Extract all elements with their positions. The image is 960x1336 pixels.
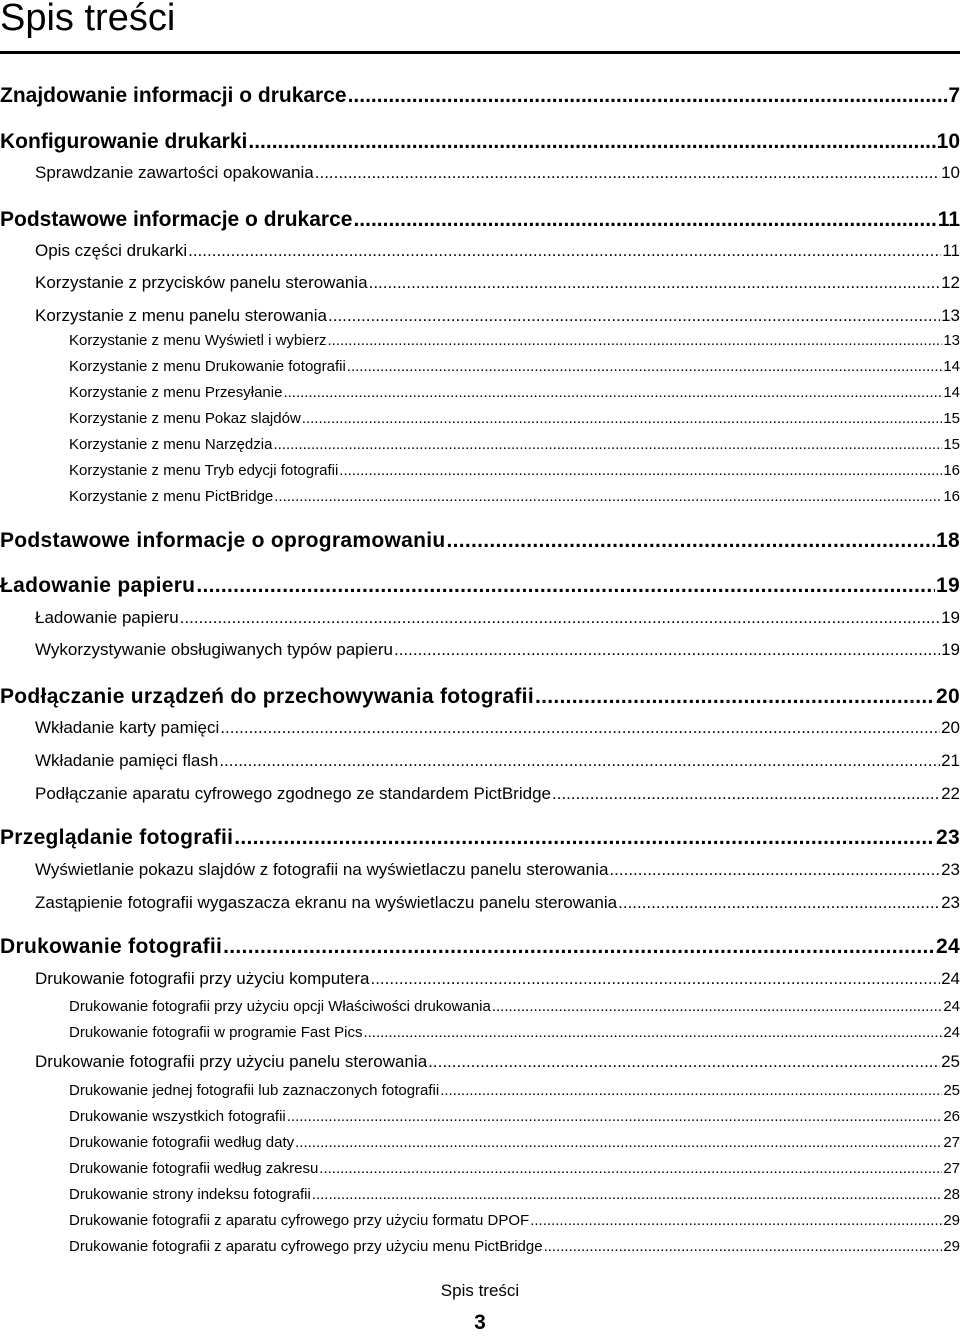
toc-entry-title: Podłączanie urządzeń do przechowywania fotografii (0, 685, 534, 708)
toc-leader-dots (530, 1212, 942, 1229)
toc-leader-dots (315, 163, 940, 183)
toc-entry[interactable] (35, 969, 960, 989)
toc-entry[interactable] (69, 1134, 960, 1151)
toc-entry-page: 23 (941, 893, 960, 912)
toc-entry[interactable] (35, 751, 960, 771)
toc-entry-page: 7 (948, 84, 960, 107)
title-divider (0, 51, 960, 54)
toc-entry-title: Drukowanie fotografii według daty (69, 1134, 295, 1151)
toc-leader-dots (428, 1052, 940, 1072)
toc-leader-dots (492, 998, 942, 1015)
toc-entry[interactable] (69, 488, 960, 505)
toc-entry-page: 29 (943, 1212, 960, 1229)
toc-entry-page: 15 (943, 436, 960, 453)
toc-entry-page: 14 (943, 384, 960, 401)
toc-entry[interactable] (69, 358, 960, 375)
toc-leader-dots (223, 935, 935, 959)
toc-entry-title: Drukowanie wszystkich fotografii (69, 1108, 286, 1125)
toc-entry-page: 11 (937, 208, 960, 231)
page-title: Spis treści (0, 0, 176, 39)
toc-entry-page: 19 (941, 608, 960, 627)
toc-entry[interactable] (35, 718, 960, 738)
toc-entry-title: Korzystanie z przycisków panelu sterowania (35, 273, 368, 292)
toc-entry[interactable] (69, 1108, 960, 1125)
toc-leader-dots (544, 1238, 943, 1255)
toc-leader-dots (535, 685, 935, 709)
toc-entry-page: 24 (941, 969, 960, 988)
toc-entry-title: Przeglądanie fotografii (0, 826, 234, 849)
toc-entry-title: Sprawdzanie zawartości opakowania (35, 163, 314, 182)
toc-leader-dots (339, 462, 942, 479)
toc-leader-dots (369, 273, 940, 293)
toc-entry[interactable] (0, 84, 960, 108)
toc-entry[interactable] (69, 1238, 960, 1255)
toc-entry-page: 20 (936, 685, 960, 708)
toc-entry[interactable] (35, 273, 960, 293)
toc-leader-dots (283, 384, 942, 401)
toc-entry-title: Drukowanie fotografii przy użyciu komputera (35, 969, 370, 988)
toc-entry-page: 22 (941, 784, 960, 803)
toc-entry-page: 23 (936, 826, 960, 849)
toc-entry-title: Ładowanie papieru (35, 608, 179, 627)
toc-entry[interactable] (0, 935, 960, 959)
toc-entry[interactable] (35, 860, 960, 880)
toc-entry-title: Drukowanie fotografii według zakresu (69, 1160, 319, 1177)
toc-leader-dots (188, 241, 941, 261)
toc-entry-page: 26 (943, 1108, 960, 1125)
toc-entry-title: Wyświetlanie pokazu slajdów z fotografii na wyświetlaczu panelu sterowania (35, 860, 609, 879)
toc-entry-title: Korzystanie z menu Narzędzia (69, 436, 273, 453)
toc-entry-page: 27 (943, 1134, 960, 1151)
toc-entry[interactable] (35, 241, 960, 261)
toc-entry-page: 12 (941, 273, 960, 292)
toc-entry[interactable] (0, 685, 960, 709)
toc-entry[interactable] (69, 462, 960, 479)
toc-leader-dots (353, 208, 936, 232)
toc-leader-dots (618, 893, 940, 913)
toc-entry-title: Korzystanie z menu Przesyłanie (69, 384, 283, 401)
toc-entry[interactable] (35, 784, 960, 804)
toc-entry-page: 13 (943, 332, 960, 349)
toc-entry-page: 23 (941, 860, 960, 879)
toc-leader-dots (394, 640, 940, 660)
toc-entry-title: Wkładanie karty pamięci (35, 718, 220, 737)
toc-leader-dots (348, 84, 948, 108)
toc-entry[interactable] (35, 306, 960, 326)
toc-entry-page: 29 (943, 1238, 960, 1255)
toc-leader-dots (328, 306, 940, 326)
toc-entry-page: 20 (941, 718, 960, 737)
toc-entry-page: 10 (941, 163, 960, 182)
toc-entry-title: Podstawowe informacje o oprogramowaniu (0, 529, 446, 552)
toc-leader-dots (234, 826, 935, 850)
toc-entry-title: Konfigurowanie drukarki (0, 130, 248, 153)
toc-entry-title: Wykorzystywanie obsługiwanych typów papieru (35, 640, 393, 659)
toc-entry-title: Drukowanie strony indeksu fotografii (69, 1186, 311, 1203)
toc-leader-dots (219, 751, 940, 771)
toc-entry-title: Drukowanie fotografii w programie Fast Pics (69, 1024, 363, 1041)
toc-entry-title: Podłączanie aparatu cyfrowego zgodnego ze standardem PictBridge (35, 784, 551, 803)
toc-entry-title: Drukowanie jednej fotografii lub zaznaczonych fotografii (69, 1082, 440, 1099)
toc-leader-dots (327, 332, 942, 349)
toc-entry[interactable] (35, 640, 960, 660)
toc-entry-page: 25 (941, 1052, 960, 1071)
toc-entry-page: 18 (936, 529, 960, 552)
footer-label: Spis treści (440, 1281, 520, 1300)
toc-entry-title: Korzystanie z menu PictBridge (69, 488, 274, 505)
toc-entry[interactable] (69, 1024, 960, 1041)
toc-entry-page: 19 (941, 640, 960, 659)
toc-leader-dots (196, 574, 935, 598)
toc-entry-title: Korzystanie z menu Tryb edycji fotografii (69, 462, 339, 479)
toc-entry[interactable] (69, 1160, 960, 1177)
toc-entry-title: Korzystanie z menu Drukowanie fotografii (69, 358, 346, 375)
toc-entry[interactable] (0, 574, 960, 598)
toc-entry[interactable] (69, 436, 960, 453)
toc-entry-page: 16 (943, 462, 960, 479)
toc-entry-page: 24 (943, 998, 960, 1015)
toc-leader-dots (347, 358, 943, 375)
toc-entry[interactable] (69, 1186, 960, 1203)
toc-entry-title: Drukowanie fotografii z aparatu cyfrowego przy użyciu formatu DPOF (69, 1212, 530, 1229)
toc-leader-dots (440, 1082, 942, 1099)
toc-entry-page: 11 (942, 241, 960, 260)
toc-leader-dots (363, 1024, 942, 1041)
toc-leader-dots (274, 488, 942, 505)
toc-entry-page: 24 (943, 1024, 960, 1041)
toc-entry[interactable] (69, 1212, 960, 1229)
toc-entry-page: 10 (936, 130, 960, 153)
toc-entry-page: 15 (943, 410, 960, 427)
toc-entry[interactable] (69, 1082, 960, 1099)
toc-entry[interactable] (0, 529, 960, 553)
toc-leader-dots (248, 130, 935, 154)
toc-entry-title: Zastąpienie fotografii wygaszacza ekranu na wyświetlaczu panelu sterowania (35, 893, 618, 912)
toc-entry-page: 21 (941, 751, 960, 770)
toc-leader-dots (220, 718, 940, 738)
toc-entry-title: Drukowanie fotografii z aparatu cyfrowego przy użyciu menu PictBridge (69, 1238, 543, 1255)
toc-entry-title: Ładowanie papieru (0, 574, 196, 597)
toc-entry-title: Wkładanie pamięci flash (35, 751, 219, 770)
toc-leader-dots (287, 1108, 943, 1125)
toc-entry-title: Opis części drukarki (35, 241, 188, 260)
toc-leader-dots (302, 410, 943, 427)
toc-entry-page: 16 (943, 488, 960, 505)
toc-entry-title: Korzystanie z menu Pokaz slajdów (69, 410, 301, 427)
toc-entry[interactable] (69, 332, 960, 349)
toc-entry-title: Drukowanie fotografii przy użyciu panelu sterowania (35, 1052, 428, 1071)
toc-entry-title: Znajdowanie informacji o drukarce (0, 84, 347, 107)
toc-entry[interactable] (69, 998, 960, 1015)
toc-leader-dots (609, 860, 940, 880)
toc-entry-page: 13 (941, 306, 960, 325)
toc-entry[interactable] (0, 826, 960, 850)
toc-entry[interactable] (35, 1052, 960, 1072)
toc-leader-dots (370, 969, 940, 989)
toc-entry-page: 19 (936, 574, 960, 597)
toc-entry-page: 14 (943, 358, 960, 375)
toc-leader-dots (273, 436, 942, 453)
toc-entry-title: Podstawowe informacje o drukarce (0, 208, 353, 231)
toc-entry[interactable] (35, 608, 960, 628)
toc-leader-dots (295, 1134, 942, 1151)
toc-entry-title: Korzystanie z menu Wyświetl i wybierz (69, 332, 327, 349)
toc-entry-page: 24 (936, 935, 960, 958)
toc-entry-title: Drukowanie fotografii przy użyciu opcji Właściwości drukowania (69, 998, 491, 1015)
toc-leader-dots (446, 529, 935, 553)
toc-leader-dots (319, 1160, 942, 1177)
toc-entry-page: 28 (943, 1186, 960, 1203)
toc-entry-title: Korzystanie z menu panelu sterowania (35, 306, 327, 325)
toc-entry-page: 27 (943, 1160, 960, 1177)
footer-page-number: 3 (474, 1311, 486, 1334)
toc-entry[interactable] (0, 130, 960, 154)
toc-entry-title: Drukowanie fotografii (0, 935, 223, 958)
toc-leader-dots (312, 1186, 943, 1203)
toc-leader-dots (552, 784, 940, 804)
toc-leader-dots (180, 608, 940, 628)
toc-entry[interactable] (35, 893, 960, 913)
toc-entry[interactable] (0, 208, 960, 232)
toc-entry[interactable] (69, 384, 960, 401)
toc-entry-page: 25 (943, 1082, 960, 1099)
toc-entry[interactable] (35, 163, 960, 183)
toc-entry[interactable] (69, 410, 960, 427)
